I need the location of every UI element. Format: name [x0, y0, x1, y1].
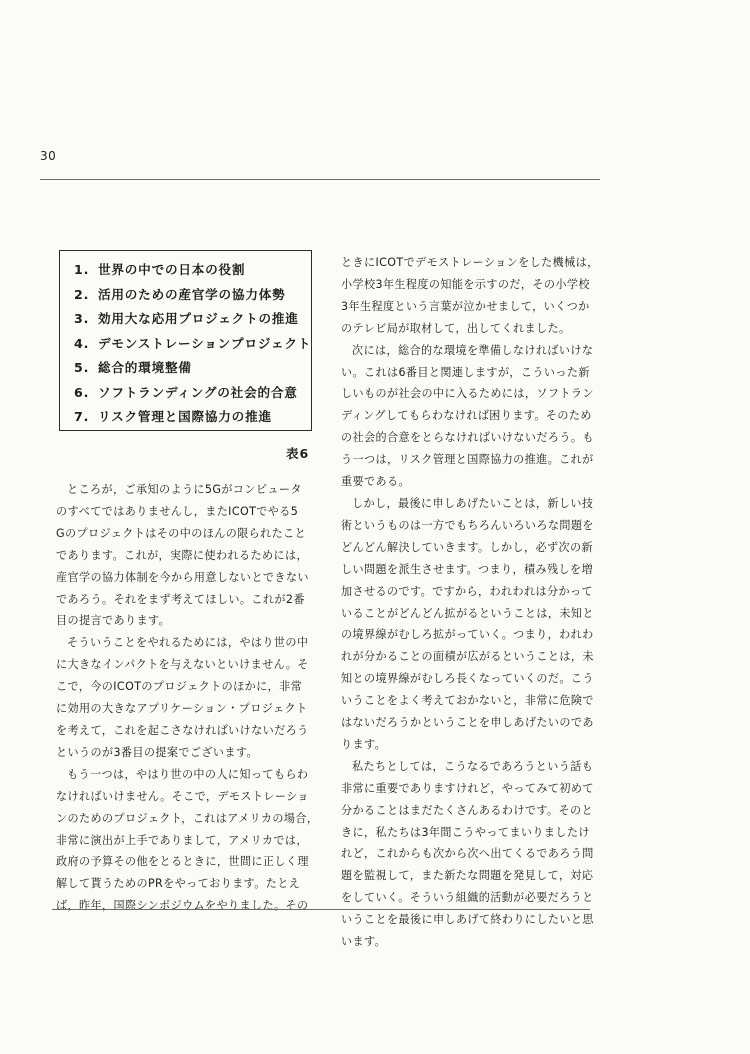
footer-rule [52, 909, 590, 910]
summary-table [59, 250, 312, 431]
text-line: のテレビ局が取材して，出してくれました。 [341, 321, 571, 335]
table-item [74, 283, 311, 308]
text-line: います。 [341, 935, 387, 949]
text-line: のすべてではありませんし，またICOTでやる5 [56, 504, 299, 518]
text-line: 非常に重要でありますけれど，やってみて初めて [341, 781, 594, 795]
text-line: ば，昨年，国際シンポジウムをやりました。その [56, 899, 309, 913]
text-line: こで，今のICOTのプロジェクトのほかに，非常 [56, 680, 303, 694]
text-line: であります。これが，実際に使われるためには， [56, 548, 308, 562]
text-line: であろう。それをまず考えてほしい。これが2番 [56, 592, 305, 606]
text-line: しかし，最後に申しあげたいことは，新しい技 [352, 496, 594, 510]
text-line: ところが，ご承知のように5Gがコンピュータ [67, 483, 302, 496]
text-line: 小学校3年生程度の知能を示すのだ，その小学校 [341, 277, 590, 291]
table-item-text: 総合的環境整備 [98, 360, 192, 375]
text-line: 3年生程度という言葉が泣かせまして，いくつか [341, 299, 590, 313]
header-rule [40, 179, 600, 180]
table-item-text: 世界の中での日本の役割 [98, 262, 246, 277]
table-item-number: 2. [74, 286, 90, 302]
text-line: 非常に演出が上手でありまして，アメリカでは， [56, 833, 308, 847]
table-caption: 表6 [286, 446, 310, 461]
text-line: 加させるのです。ですから，われわれは分かって [341, 584, 593, 598]
text-line: しい問題を派生させます。つまり，積み残しを増 [341, 562, 593, 576]
text-line: に効用の大きなアプリケーション・プロジェクト [56, 702, 308, 716]
table-item-number: 5. [74, 360, 90, 375]
text-line: きに，私たちは3年間こうやってまいりましたけ [341, 825, 590, 839]
text-line: れど，これからも次から次へ出てくるであろう問 [341, 847, 594, 861]
text-line: ディングしてもらわなければ困ります。そのため [341, 409, 592, 423]
text-line: はないだろうかということを申しあげたいのであ [341, 716, 594, 730]
table-item-number: 4. [74, 335, 90, 351]
text-line: 目の提言であります。 [56, 614, 171, 628]
text-line: 次には，総合的な環境を準備しなければいけな [352, 343, 594, 357]
text-line: 題を監視して，また新たな問題を発見して，対応 [341, 869, 594, 883]
table-item-number: 3. [74, 311, 90, 326]
text-line: ります。 [341, 737, 387, 751]
table-item [74, 356, 311, 381]
table-item-number: 6. [74, 384, 90, 400]
text-line: う一つは，リスク管理と国際協力の推進。これが [341, 453, 594, 467]
table-item [74, 332, 311, 357]
text-line: 政府の予算その他をとるときに，世間に正しく理 [56, 855, 309, 869]
text-line: の境界線がむしろ拡がっていく。つまり，われわ [341, 628, 594, 642]
text-line: というのが3番目の提案でございます。 [56, 745, 258, 759]
table-item [74, 258, 311, 283]
table-item [74, 405, 311, 430]
text-line: の社会的合意をとらなければいけないだろう。も [341, 431, 594, 445]
text-line: どんどん解決していきます。しかし，必ず次の新 [341, 540, 593, 554]
text-line: 術というものは一方でもちろんいろいろな問題を [341, 518, 594, 532]
table-item-text: 活用のための産官学の協力体勢 [98, 286, 286, 302]
text-line: ンのためのプロジェクト，これはアメリカの場合， [56, 811, 319, 825]
text-line: れが分かることの面積が広がるということは，未 [341, 650, 594, 664]
left-text-column [56, 479, 318, 917]
table-item [74, 381, 311, 406]
text-line: 私たちとしては，こうなるであろうという話も [352, 759, 594, 773]
text-line: いることがどんどん拡がるということは，未知と [341, 606, 594, 620]
text-line: に大きなインパクトを与えないといけません。そ [56, 658, 309, 672]
table-item-text: リスク管理と国際協力の推進 [98, 409, 272, 424]
text-line: なければいけません。そこで，デモストレーショ [56, 789, 309, 803]
table-item-text: ソフトランディングの社会的合意 [98, 384, 298, 400]
right-text-column [341, 252, 603, 953]
text-line: しいものが社会の中に入るためには，ソフトラン [341, 387, 594, 401]
text-line: 産官学の協力体制を今から用意しないとできない [56, 570, 309, 584]
text-line: 分かることはまだたくさんあるわけです。そのと [341, 803, 593, 817]
text-line: を考えて，これを起こさなければいけないだろう [56, 723, 309, 737]
text-line: 解して貰うためのPRをやっております。たとえ [56, 877, 301, 891]
table-item-text: 効用大な応用プロジェクトの推進 [98, 311, 299, 326]
text-line: 重要である。 [341, 475, 410, 489]
text-line: いうことをよく考えておかないと，非常に危険で [341, 694, 594, 708]
table-item [74, 307, 311, 332]
text-line: をしていく。そういう組織的活動が必要だろうと [341, 891, 594, 905]
page-number: 30 [40, 149, 57, 163]
text-line: 知との境界線がむしろ長くなっていくのだ。こう [341, 672, 594, 686]
text-line: Gのプロジェクトはその中のほんの限られたこと [56, 526, 307, 540]
text-line: ときにICOTでデモストレーションをした機械は， [341, 256, 599, 269]
text-line: もう一つは，やはり世の中の人に知ってもらわ [67, 767, 309, 781]
table-item-text: デモンストレーションプロジェクト [98, 335, 312, 351]
text-line: い。これは6番目と関連しますが，こういった新 [341, 365, 590, 379]
text-line: いうことを最後に申しあげて終わりにしたいと思 [341, 913, 594, 927]
text-line: そういうことをやれるためには，やはり世の中 [67, 636, 309, 650]
table-item-number: 1. [74, 262, 90, 277]
table-item-number: 7. [74, 409, 90, 424]
